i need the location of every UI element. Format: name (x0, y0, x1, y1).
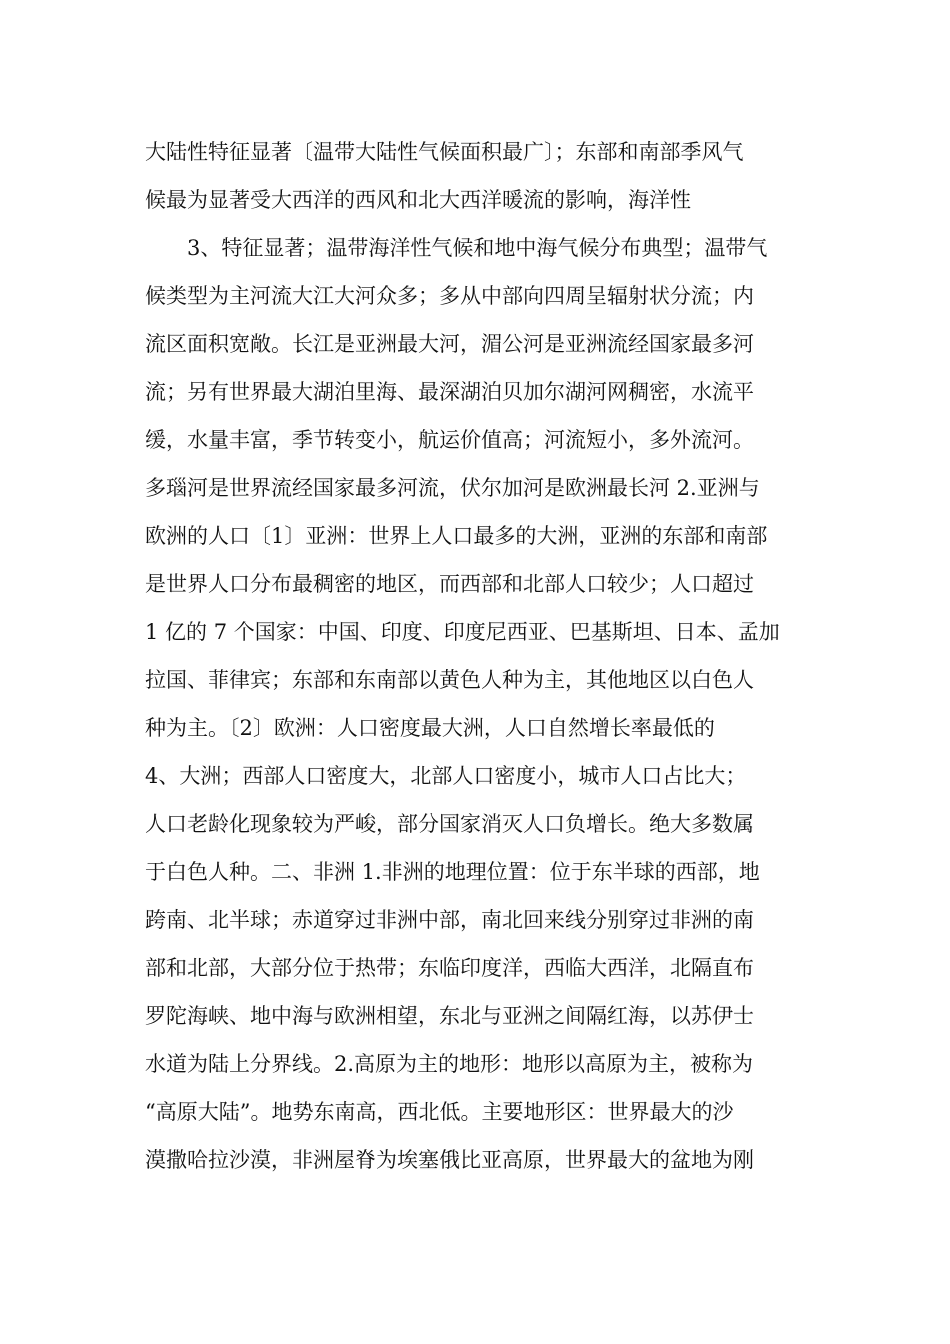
text-line: 拉国、菲律宾；东部和东南部以黄色人种为主，其他地区以白色人 (145, 668, 754, 692)
text-line: 跨南、北半球；赤道穿过非洲中部，南北回来线分别穿过非洲的南 (145, 908, 754, 932)
text-line: 流区面积宽敞。长江是亚洲最大河，湄公河是亚洲流经国家最多河 (145, 332, 754, 356)
text-line: 大陆性特征显著〔温带大陆性气候面积最广〕；东部和南部季风气 (145, 140, 744, 164)
body-text (145, 128, 810, 1184)
text-line: 缓，水量丰富，季节转变小，航运价值高；河流短小，多外流河。 (145, 428, 754, 452)
text-line: 种为主。〔2〕欧洲：人口密度最大洲，人口自然增长率最低的 (145, 716, 715, 740)
text-line: 4、大洲；西部人口密度大，北部人口密度小，城市人口占比大； (145, 764, 747, 788)
text-line: 3、特征显著；温带海洋性气候和地中海气候分布典型；温带气 (145, 236, 768, 260)
text-line: 是世界人口分布最稠密的地区，而西部和北部人口较少；人口超过 (145, 572, 754, 596)
text-line: 水道为陆上分界线。2.高原为主的地形：地形以高原为主，被称为 (145, 1052, 754, 1076)
text-line: “高原大陆”。地势东南高，西北低。主要地形区：世界最大的沙 (145, 1100, 734, 1124)
text-line: 罗陀海峡、地中海与欧洲相望，东北与亚洲之间隔红海，以苏伊士 (145, 1004, 754, 1028)
text-line: 欧洲的人口〔1〕亚洲：世界上人口最多的大洲，亚洲的东部和南部 (145, 524, 768, 548)
text-line: 1 亿的 7 个国家：中国、印度、印度尼西亚、巴基斯坦、日本、孟加 (145, 620, 780, 644)
text-line: 于白色人种。二、非洲 1.非洲的地理位置：位于东半球的西部，地 (145, 860, 760, 884)
text-line: 部和北部，大部分位于热带；东临印度洋，西临大西洋，北隔直布 (145, 956, 754, 980)
text-line: 流；另有世界最大湖泊里海、最深湖泊贝加尔湖河网稠密，水流平 (145, 380, 754, 404)
text-line: 候最为显著受大西洋的西风和北大西洋暖流的影响，海洋性 (145, 188, 691, 212)
text-line: 漠撒哈拉沙漠，非洲屋脊为埃塞俄比亚高原，世界最大的盆地为刚 (145, 1148, 754, 1172)
text-line: 候类型为主河流大江大河众多；多从中部向四周呈辐射状分流；内 (145, 284, 754, 308)
text-line: 人口老龄化现象较为严峻，部分国家消灭人口负增长。绝大多数属 (145, 812, 754, 836)
text-line: 多瑙河是世界流经国家最多河流，伏尔加河是欧洲最长河 2.亚洲与 (145, 476, 760, 500)
